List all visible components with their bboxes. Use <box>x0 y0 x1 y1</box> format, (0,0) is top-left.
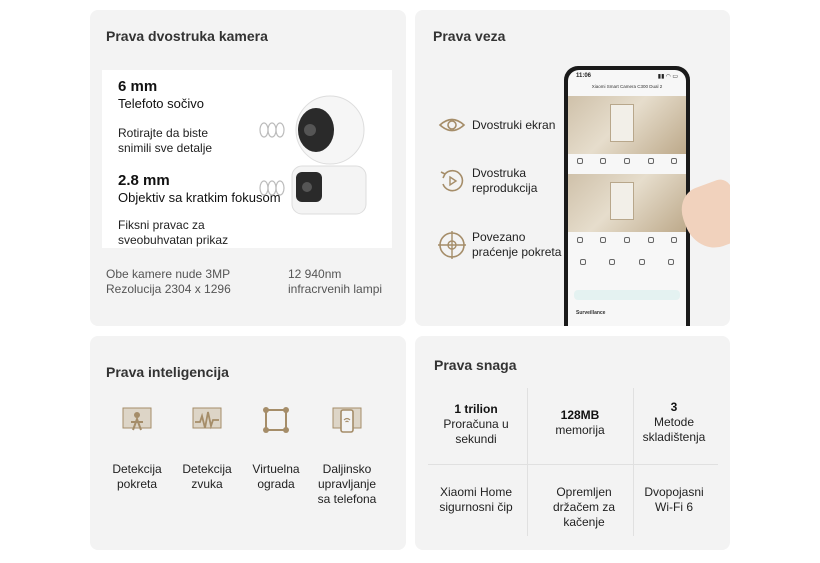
playback-icon <box>648 237 654 243</box>
phone-statusbar <box>576 73 678 80</box>
intel-motion-detection <box>106 404 168 492</box>
feature-dual-playback <box>437 166 537 196</box>
spec-storage: 3 Metode skladištenja <box>642 400 706 444</box>
eye-icon <box>437 110 467 140</box>
camera-resolution-note: Obe kamere nude 3MP Rezolucija 2304 x 1296 <box>106 267 231 296</box>
intel-virtual-fence <box>245 404 307 492</box>
dual-camera-title: Prava dvostruka kamera <box>106 28 268 44</box>
lens-rings-bottom <box>260 181 284 195</box>
playback-icon <box>648 158 654 164</box>
snapshot-icon <box>600 237 606 243</box>
record-icon <box>624 158 630 164</box>
feed-controls-2 <box>568 234 686 246</box>
lens1-focal: 6 mm <box>118 78 158 95</box>
power-icon <box>577 158 583 164</box>
intel-fence-label: Virtuelna ograda <box>252 462 300 491</box>
intelligence-title: Prava inteligencija <box>106 364 229 380</box>
feed-controls-1 <box>568 155 686 167</box>
grid-divider-horizontal <box>428 464 718 465</box>
record-icon <box>624 237 630 243</box>
phone-action-row <box>568 256 686 268</box>
intel-remote-label: Daljinsko upravljanje sa telefona <box>317 462 377 506</box>
settings-icon <box>668 259 674 265</box>
camera-infrared-note: 12 940nm infracrvenih lampi <box>288 267 383 296</box>
spec-memory: 128MB memorija <box>555 408 605 437</box>
power-title: Prava snaga <box>434 357 517 373</box>
lens2-type: Objektiv sa kratkim fokusom <box>118 190 281 205</box>
grid-divider-vertical-1 <box>527 388 528 536</box>
feature-motion-tracking <box>437 230 561 260</box>
intel-remote-control <box>316 404 378 507</box>
phone-mockup <box>564 66 690 326</box>
camera-feed-1 <box>568 96 686 154</box>
lens1-note: Rotirajte da biste snimili sve detalje <box>118 126 213 155</box>
power-card <box>415 336 730 550</box>
phone-screen <box>568 70 686 326</box>
spec-processing: 1 trilion Proračuna u sekundi <box>443 402 509 446</box>
intel-sound-detection <box>176 404 238 492</box>
replay-icon <box>437 166 467 196</box>
spec-mount: Opremljen držačem za kačenje <box>552 485 616 529</box>
dual-camera-illustration <box>252 90 390 220</box>
connection-title: Prava veza <box>433 28 506 44</box>
lens2-note: Fiksni pravac za sveobuhvatan prikaz <box>118 218 229 247</box>
intel-sound-label: Detekcija zvuka <box>182 462 232 491</box>
lens2-focal: 2.8 mm <box>118 172 170 189</box>
intelligence-card <box>90 336 406 550</box>
crosshair-icon <box>437 230 467 260</box>
feature-motion-tracking-label: Povezano praćenje pokreta <box>472 230 562 259</box>
person-detection-icon <box>121 404 153 436</box>
fullscreen-icon <box>671 158 677 164</box>
lens-rings-top <box>260 123 284 137</box>
lens1-type: Telefoto sočivo <box>118 96 204 111</box>
intel-motion-label: Detekcija pokreta <box>112 462 162 491</box>
split-view-icon <box>639 259 645 265</box>
phone-time: 11:06 <box>576 73 592 79</box>
connection-card <box>415 10 730 326</box>
snapshot-icon <box>600 158 606 164</box>
power-icon <box>577 237 583 243</box>
virtual-fence-icon <box>260 404 292 436</box>
camera-spec-panel <box>102 70 392 248</box>
camera-feed-2 <box>568 174 686 232</box>
spec-wifi: Dvopojasni Wi-Fi 6 <box>644 485 704 514</box>
surveillance-label: Surveillance <box>576 310 606 316</box>
spec-security-chip: Xiaomi Home sigurnosni čip <box>439 485 513 514</box>
feature-dual-screen <box>437 110 555 140</box>
feature-dual-screen-label: Dvostruki ekran <box>472 117 556 132</box>
mic-icon <box>580 259 586 265</box>
phone-banner <box>574 290 680 300</box>
signal-icon: ▮▮ ◠ ▭ <box>657 74 678 80</box>
feature-dual-playback-label: Dvostruka reprodukcija <box>472 166 538 195</box>
dual-camera-card <box>90 10 406 326</box>
mute-icon <box>609 259 615 265</box>
remote-phone-icon <box>331 404 363 436</box>
phone-app-title: Xiaomi Smart Camera C300 Dual 2 <box>591 84 663 89</box>
fullscreen-icon <box>671 237 677 243</box>
power-spec-grid <box>428 388 718 536</box>
sound-detection-icon <box>191 404 223 436</box>
